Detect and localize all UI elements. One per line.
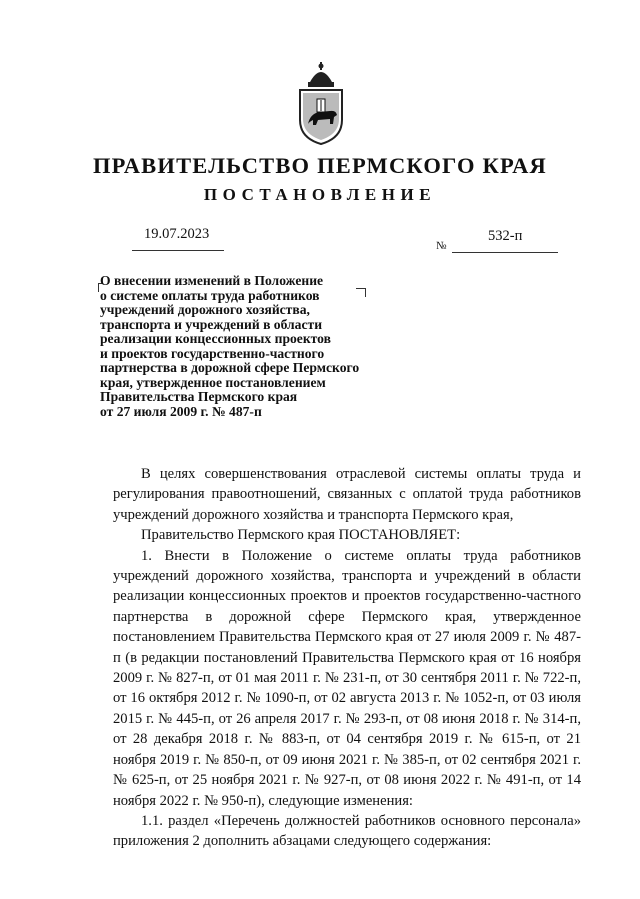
date-underline [132,250,224,251]
body-paragraph: Правительство Пермского края ПОСТАНОВЛЯЕТ: [141,527,461,544]
body-paragraph: 1.1. раздел «Перечень должностей работников основного персонала» приложения 2 дополнить абзацами следующего содержания: [113,812,581,850]
coat-of-arms-icon [294,62,348,146]
subject-line: края, утвержденное постановлением [100,374,326,390]
subject-line: транспорта и учреждений в области [100,316,323,332]
subject-line: от 27 июля 2009 г. № 487-п [100,403,262,419]
document-subject [100,274,400,419]
document-body [113,464,581,852]
subject-line: реализации концессионных проектов [100,331,331,346]
document-date: 19.07.2023 [144,226,210,242]
subject-line: учреждений дорожного хозяйства, [100,302,310,317]
subject-line: партнерства в дорожной сфере Пермского [100,360,360,375]
body-paragraph: 1. Внести в Положение о системе оплаты труда работников учреждений дорожного хозяйства, транспорта и учреждений в области реализации концессионных проектов и проектов государственно-частного партнерства в дорожной сфере Пермского края, утвержденное постановлением Правительства Пермского края от 27 июля 2009 г. № 487-п (в редакции постановлений Правительства Пермского края от 16 ноября 2009 г. № 827-п, от 01 мая 2011 г. № 231-п, от 30 сентября 2011 г. № 722-п, от 16 октября 2012 г. № 1090-п, от 02 августа 2013 г. № 1052-п, от 03 июля 2015 г. № 445-п, от 26 апреля 2017 г. № 293-п, от 08 июня 2018 г. № 314-п, от 28 декабря 2018 г. № 883-п, от 04 сентября 2019 г. № 615-п, от 21 ноября 2019 г. № 850-п, от 09 июня 2021 г. № 385-п, от 02 сентября 2021 г. № 625-п, от 25 ноября 2021 г. № 927-п, от 08 июня 2022 г. № 491-п, от 14 ноября 2022 г. № 950-п), следующие изменения: [113,547,581,809]
subject-line: и проектов государственно-частного [100,345,325,361]
organization-title: ПРАВИТЕЛЬСТВО ПЕРМСКОГО КРАЯ [92,153,548,178]
document-number: 532-п [488,228,523,244]
document-type: ПОСТАНОВЛЕНИЕ [203,185,437,204]
body-paragraph: В целях совершенствования отраслевой системы оплаты труда и регулирования правоотношений, связанных с оплатой труда работников учреждений дорожного хозяйства и транспорта Пермского края, [113,466,581,523]
number-label: № [436,240,447,252]
subject-line: о системе оплаты труда работников [100,287,320,303]
subject-line: О внесении изменений в Положение [100,273,324,288]
subject-line: Правительства Пермского края [100,389,298,404]
number-underline [452,252,558,253]
